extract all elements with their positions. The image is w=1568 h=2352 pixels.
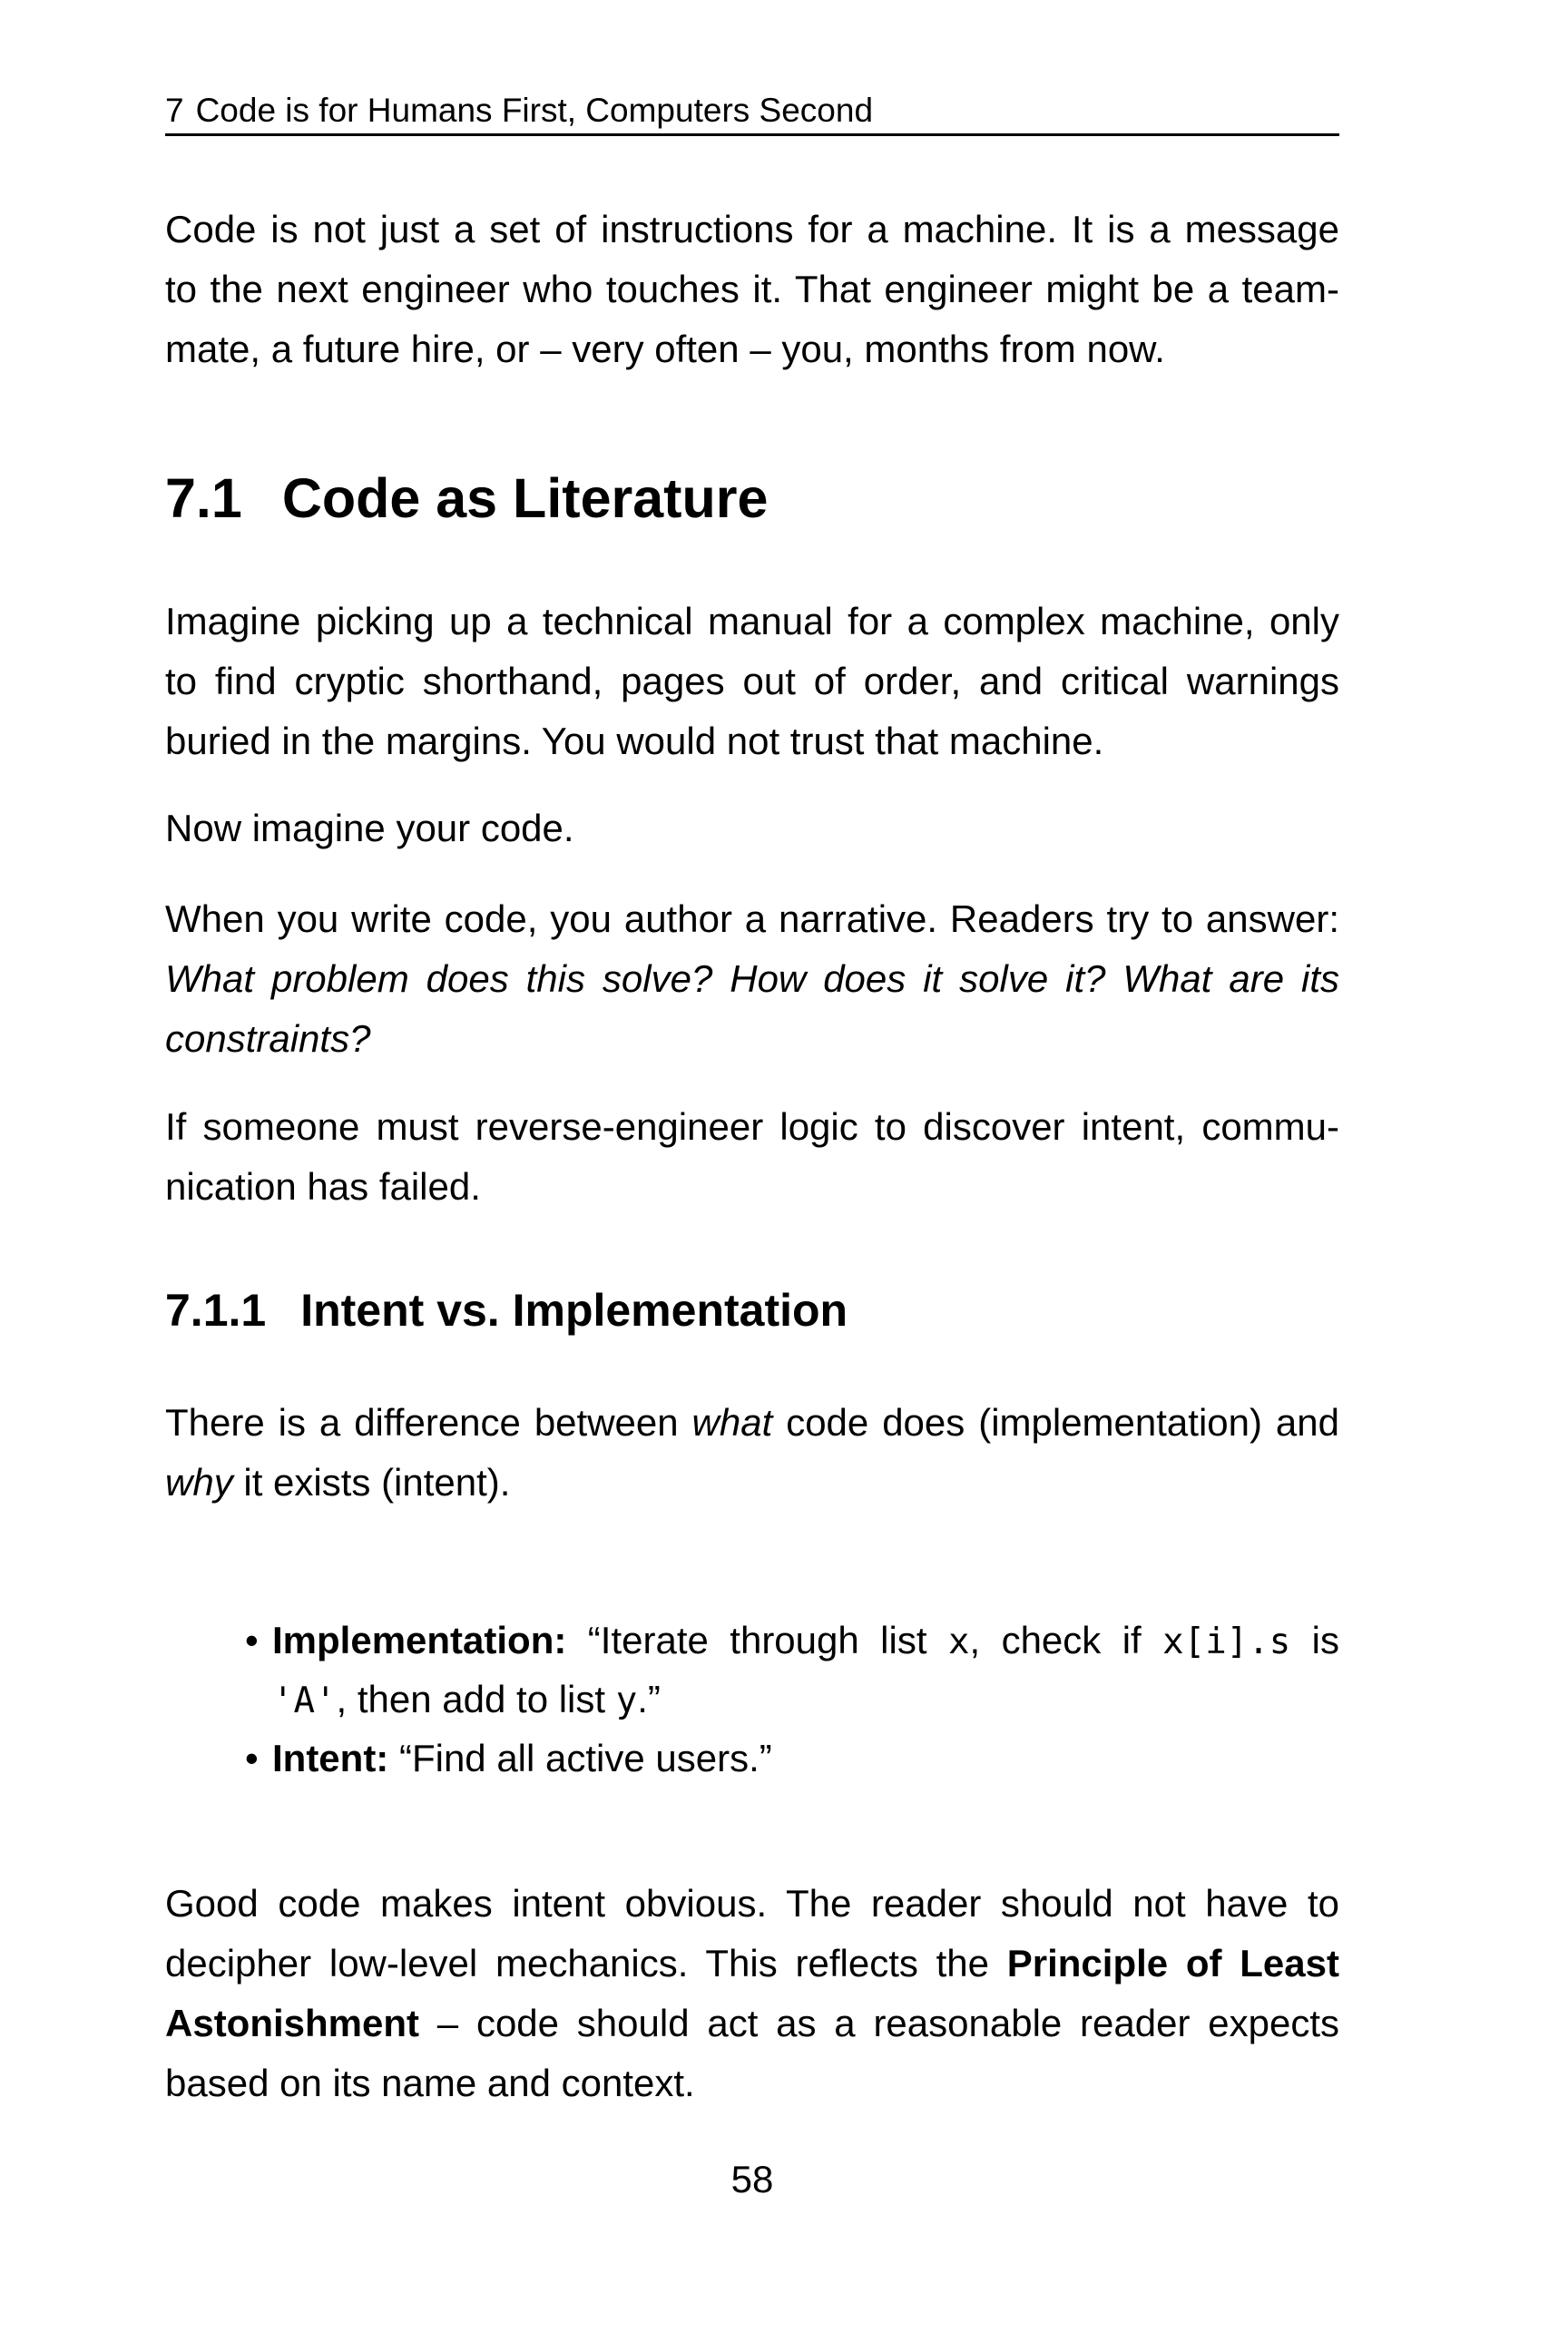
paragraph-good-code: Good code makes intent obvious. The reader should not have to decipher low-level mechanics. This reflects the Principle of Least Astonishment – code should act as a reasonable reader expects based on its name and context. bbox=[165, 1882, 1339, 2104]
bullet-list bbox=[165, 1612, 1339, 1787]
section-heading bbox=[165, 466, 1339, 531]
running-header-title: Code is for Humans First, Computers Second bbox=[195, 92, 874, 129]
bullet-marker: • bbox=[245, 1619, 259, 1661]
paragraph-reverse-engineer: If someone must reverse-engineer logic to discover intent, commu- nication has failed. bbox=[165, 1105, 1339, 1208]
paragraph-intro: Code is not just a set of instructions for a machine. It is a message to the next engineer who touches it. That engineer might be a team- mate, a future hire, or – very often – you, months from now. bbox=[165, 208, 1339, 370]
list-item-text: Implementation: “Iterate through list x, check if x[i].s is 'A', then add to list y.” bbox=[272, 1619, 1340, 1721]
paragraph-difference: There is a difference between what code does (implementation) and why it exists (intent). bbox=[165, 1401, 1340, 1504]
running-header bbox=[165, 91, 1339, 131]
bullet-marker: • bbox=[245, 1737, 259, 1779]
section-number: 7.1 bbox=[165, 467, 242, 529]
paragraph-now-imagine: Now imagine your code. bbox=[165, 807, 574, 849]
section-title: Code as Literature bbox=[281, 467, 769, 529]
list-item bbox=[245, 1730, 1339, 1787]
paragraph-imagine: Imagine picking up a technical manual for a complex machine, only to find cryptic shorthand, pages out of order, and critical warnings buried in the margins. You would not trust that machine. bbox=[165, 600, 1339, 762]
subsection-heading bbox=[165, 1282, 1339, 1338]
itemize-list bbox=[165, 1612, 1339, 1787]
list-item-text: Intent: “Find all active users.” bbox=[272, 1737, 772, 1779]
running-header-chapter-number: 7 bbox=[165, 92, 184, 129]
subsection-number: 7.1.1 bbox=[165, 1285, 267, 1336]
subsection-title: Intent vs. Implementation bbox=[300, 1285, 848, 1336]
paragraph-narrative: When you write code, you author a narrative. Readers try to answer: What problem does this solve? How does it solve it? What are its constraints? bbox=[165, 897, 1339, 1060]
list-item bbox=[245, 1612, 1340, 1730]
page-number: 58 bbox=[730, 2158, 774, 2200]
header-rule bbox=[165, 133, 1339, 136]
